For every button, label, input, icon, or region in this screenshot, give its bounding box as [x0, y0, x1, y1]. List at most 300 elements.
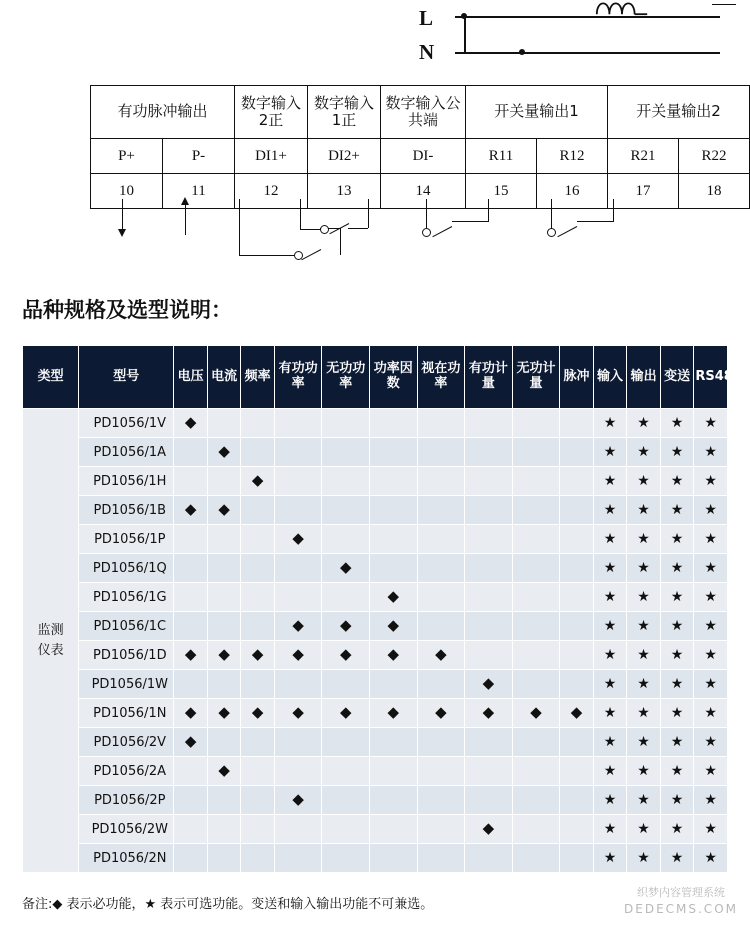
terminal-code-row	[91, 139, 750, 174]
spec-feature-cell: ◆	[465, 699, 513, 728]
spec-feature-cell	[322, 786, 370, 815]
spec-feature-cell	[512, 786, 560, 815]
spec-feature-cell	[322, 583, 370, 612]
spec-feature-cell	[241, 670, 275, 699]
spec-feature-cell	[370, 409, 418, 438]
spec-feature-cell: ★	[593, 641, 627, 670]
spec-feature-cell	[465, 641, 513, 670]
wire-neutral	[455, 52, 720, 54]
table-row	[23, 757, 728, 786]
di-common-lead-2	[368, 199, 369, 228]
terminal-code-2: DI1+	[235, 139, 308, 174]
spec-model-cell: PD1056/1W	[79, 670, 174, 699]
spec-feature-cell: ◆	[274, 612, 322, 641]
spec-feature-cell: ◆	[174, 728, 208, 757]
spec-feature-cell	[274, 670, 322, 699]
spec-feature-cell	[241, 438, 275, 467]
wire-tail	[712, 4, 736, 5]
spec-feature-cell	[512, 467, 560, 496]
terminal-number-14: 14	[381, 174, 466, 209]
spec-feature-cell: ★	[694, 641, 728, 670]
spec-feature-cell: ★	[627, 728, 661, 757]
spec-feature-cell	[465, 728, 513, 757]
spec-feature-cell: ◆	[465, 815, 513, 844]
spec-feature-cell: ◆	[417, 641, 465, 670]
spec-feature-cell: ◆	[274, 641, 322, 670]
r22-lead	[613, 199, 614, 221]
spec-feature-cell	[560, 844, 594, 873]
terminal-number-11: 11	[163, 174, 235, 209]
table-row	[23, 496, 728, 525]
terminal-code-6: R12	[537, 139, 608, 174]
spec-feature-cell	[241, 496, 275, 525]
spec-feature-cell	[465, 467, 513, 496]
spec-feature-cell: ★	[593, 699, 627, 728]
spec-feature-cell: ★	[593, 815, 627, 844]
spec-feature-cell: ★	[660, 525, 694, 554]
spec-feature-cell	[274, 467, 322, 496]
spec-type-cell: 监测 仪表	[23, 409, 79, 873]
spec-header-7: 功率因数	[370, 346, 418, 409]
spec-feature-cell	[207, 844, 241, 873]
spec-feature-cell	[512, 757, 560, 786]
spec-feature-cell	[322, 438, 370, 467]
spec-header-0: 类型	[23, 346, 79, 409]
spec-header-8: 视在功率	[417, 346, 465, 409]
spec-feature-cell: ★	[694, 438, 728, 467]
spec-feature-cell	[174, 583, 208, 612]
spec-feature-cell	[274, 438, 322, 467]
spec-feature-cell	[370, 786, 418, 815]
spec-feature-cell	[417, 612, 465, 641]
di2-lead-left	[239, 199, 240, 255]
spec-feature-cell	[322, 757, 370, 786]
spec-feature-cell	[560, 496, 594, 525]
spec-feature-cell: ◆	[322, 699, 370, 728]
terminal-group-header-row	[91, 86, 750, 139]
spec-feature-cell	[241, 786, 275, 815]
spec-feature-cell	[241, 409, 275, 438]
spec-model-cell: PD1056/1P	[79, 525, 174, 554]
spec-feature-cell: ★	[694, 844, 728, 873]
spec-feature-cell	[207, 583, 241, 612]
table-row	[23, 438, 728, 467]
spec-feature-cell: ★	[660, 815, 694, 844]
footer-note: 备注:◆ 表示必功能，★ 表示可选功能。变送和输入输出功能不可兼选。	[22, 897, 434, 912]
table-row	[23, 670, 728, 699]
spec-feature-cell	[512, 844, 560, 873]
spec-feature-cell	[241, 815, 275, 844]
spec-feature-cell	[241, 844, 275, 873]
spec-feature-cell: ★	[660, 438, 694, 467]
spec-feature-cell: ★	[694, 786, 728, 815]
spec-feature-cell	[465, 612, 513, 641]
spec-model-cell: PD1056/2P	[79, 786, 174, 815]
watermark	[624, 886, 738, 917]
table-row	[23, 467, 728, 496]
spec-header-13: 输出	[627, 346, 661, 409]
spec-feature-cell: ★	[593, 728, 627, 757]
pulse-arrow-up-head	[181, 197, 189, 205]
table-row	[23, 554, 728, 583]
spec-feature-cell	[512, 554, 560, 583]
spec-header-11: 脉冲	[560, 346, 594, 409]
spec-table-body	[23, 409, 728, 873]
spec-feature-cell	[207, 525, 241, 554]
spec-feature-cell: ★	[660, 554, 694, 583]
spec-feature-cell	[274, 554, 322, 583]
spec-feature-cell: ★	[627, 699, 661, 728]
spec-feature-cell	[512, 438, 560, 467]
spec-header-12: 输入	[593, 346, 627, 409]
spec-feature-cell	[207, 815, 241, 844]
spec-feature-cell: ◆	[370, 699, 418, 728]
spec-feature-cell	[174, 844, 208, 873]
spec-feature-cell	[417, 786, 465, 815]
spec-feature-cell	[370, 554, 418, 583]
terminal-number-16: 16	[537, 174, 608, 209]
pulse-arrow-down-head	[118, 229, 126, 237]
di-common-lead-1	[340, 228, 341, 255]
spec-feature-cell: ★	[660, 467, 694, 496]
spec-feature-cell	[241, 583, 275, 612]
spec-feature-cell: ★	[694, 467, 728, 496]
spec-feature-cell	[274, 757, 322, 786]
terminal-code-4: DI-	[381, 139, 466, 174]
spec-feature-cell: ◆	[370, 583, 418, 612]
spec-feature-cell: ★	[593, 844, 627, 873]
table-row	[23, 583, 728, 612]
spec-feature-cell: ★	[627, 612, 661, 641]
spec-feature-cell	[370, 757, 418, 786]
spec-feature-cell	[370, 525, 418, 554]
spec-feature-cell: ★	[694, 612, 728, 641]
spec-feature-cell	[560, 757, 594, 786]
spec-feature-cell: ★	[694, 757, 728, 786]
spec-model-cell: PD1056/1C	[79, 612, 174, 641]
r2-switch-dot	[547, 228, 556, 237]
terminal-number-13: 13	[308, 174, 381, 209]
spec-feature-cell: ★	[627, 757, 661, 786]
terminal-label-l: L	[419, 6, 434, 30]
r21-lead	[551, 199, 552, 231]
spec-table-wrapper	[22, 345, 742, 873]
spec-feature-cell	[560, 815, 594, 844]
spec-feature-cell: ★	[593, 612, 627, 641]
wire-live	[455, 16, 720, 18]
spec-feature-cell	[560, 728, 594, 757]
r1-switch-blade	[432, 226, 452, 237]
spec-model-cell: PD1056/1Q	[79, 554, 174, 583]
table-row	[23, 409, 728, 438]
spec-header-row	[23, 346, 728, 409]
spec-feature-cell	[207, 670, 241, 699]
table-row	[23, 641, 728, 670]
spec-feature-cell: ★	[627, 496, 661, 525]
di-common-top-2	[348, 228, 368, 229]
table-row	[23, 612, 728, 641]
spec-feature-cell: ◆	[174, 699, 208, 728]
spec-header-15: RS485	[694, 346, 728, 409]
spec-feature-cell: ◆	[174, 496, 208, 525]
di2-switch-blade	[301, 249, 321, 260]
spec-feature-cell	[465, 438, 513, 467]
spec-feature-cell: ◆	[274, 525, 322, 554]
spec-feature-cell	[241, 525, 275, 554]
spec-feature-cell: ◆	[241, 699, 275, 728]
spec-feature-cell: ◆	[322, 612, 370, 641]
spec-model-cell: PD1056/2A	[79, 757, 174, 786]
spec-feature-cell: ◆	[322, 554, 370, 583]
spec-feature-cell	[512, 409, 560, 438]
spec-feature-cell: ◆	[207, 438, 241, 467]
spec-feature-cell	[560, 786, 594, 815]
spec-feature-cell	[512, 612, 560, 641]
spec-feature-cell: ★	[593, 670, 627, 699]
terminal-number-17: 17	[608, 174, 679, 209]
spec-feature-cell: ★	[627, 641, 661, 670]
wire-drop-1	[464, 16, 466, 52]
spec-feature-cell	[465, 525, 513, 554]
spec-feature-cell: ◆	[174, 409, 208, 438]
spec-feature-cell: ★	[593, 496, 627, 525]
terminal-group-pulse: 有功脉冲输出	[91, 86, 235, 139]
spec-feature-cell	[417, 728, 465, 757]
spec-feature-cell	[417, 525, 465, 554]
spec-feature-cell: ★	[627, 583, 661, 612]
terminal-table	[90, 85, 750, 209]
table-row	[23, 786, 728, 815]
spec-feature-cell: ◆	[512, 699, 560, 728]
r1-top-link	[452, 221, 489, 222]
terminal-code-1: P-	[163, 139, 235, 174]
spec-feature-cell	[560, 438, 594, 467]
spec-feature-cell: ★	[627, 467, 661, 496]
spec-model-cell: PD1056/1B	[79, 496, 174, 525]
terminal-label-n: N	[419, 40, 435, 64]
spec-feature-cell: ◆	[370, 612, 418, 641]
terminal-group-di2: 数字输入2正	[235, 86, 308, 139]
spec-feature-cell	[207, 786, 241, 815]
spec-feature-cell	[512, 670, 560, 699]
spec-feature-cell: ◆	[207, 757, 241, 786]
spec-model-cell: PD1056/2W	[79, 815, 174, 844]
pulse-arrow-down-line	[122, 199, 123, 229]
spec-feature-cell	[274, 496, 322, 525]
spec-model-cell: PD1056/2V	[79, 728, 174, 757]
spec-model-cell: PD1056/1N	[79, 699, 174, 728]
spec-feature-cell	[417, 844, 465, 873]
spec-feature-cell: ◆	[465, 670, 513, 699]
spec-feature-cell	[174, 815, 208, 844]
spec-feature-cell: ★	[660, 409, 694, 438]
spec-feature-cell	[417, 438, 465, 467]
spec-feature-cell	[370, 438, 418, 467]
spec-feature-cell	[241, 554, 275, 583]
spec-header-4: 频率	[241, 346, 275, 409]
spec-feature-cell	[512, 815, 560, 844]
spec-feature-cell	[560, 670, 594, 699]
spec-header-1: 型号	[79, 346, 174, 409]
spec-model-cell: PD1056/1V	[79, 409, 174, 438]
watermark-line-2: DEDECMS.COM	[624, 901, 738, 916]
terminal-group-dicom: 数字输入公共端	[381, 86, 466, 139]
spec-feature-cell	[370, 844, 418, 873]
spec-feature-cell	[465, 757, 513, 786]
table-row	[23, 525, 728, 554]
spec-feature-cell	[560, 612, 594, 641]
spec-feature-cell	[274, 583, 322, 612]
spec-feature-cell: ★	[627, 525, 661, 554]
spec-feature-cell: ★	[660, 699, 694, 728]
spec-feature-cell	[417, 467, 465, 496]
spec-header-6: 无功功率	[322, 346, 370, 409]
spec-feature-cell: ★	[593, 757, 627, 786]
spec-feature-cell: ★	[660, 786, 694, 815]
spec-feature-cell: ◆	[207, 496, 241, 525]
spec-feature-cell	[560, 409, 594, 438]
r1-switch-dot	[422, 228, 431, 237]
spec-feature-cell: ★	[627, 409, 661, 438]
spec-feature-cell	[560, 525, 594, 554]
spec-feature-cell	[512, 496, 560, 525]
spec-feature-cell: ★	[593, 583, 627, 612]
spec-feature-cell	[560, 583, 594, 612]
spec-feature-cell	[274, 815, 322, 844]
spec-model-cell: PD1056/1H	[79, 467, 174, 496]
spec-feature-cell	[560, 467, 594, 496]
spec-feature-cell: ★	[694, 525, 728, 554]
terminal-number-10: 10	[91, 174, 163, 209]
spec-feature-cell	[322, 728, 370, 757]
spec-feature-cell	[241, 612, 275, 641]
spec-feature-cell: ★	[694, 699, 728, 728]
spec-feature-cell: ★	[694, 496, 728, 525]
spec-feature-cell: ★	[593, 438, 627, 467]
spec-header-3: 电流	[207, 346, 241, 409]
spec-model-cell: PD1056/1A	[79, 438, 174, 467]
spec-feature-cell	[174, 786, 208, 815]
spec-feature-cell	[417, 409, 465, 438]
spec-feature-cell: ★	[660, 612, 694, 641]
spec-header-10: 无功计量	[512, 346, 560, 409]
spec-model-cell: PD1056/1G	[79, 583, 174, 612]
spec-feature-cell	[322, 496, 370, 525]
spec-feature-cell: ★	[593, 409, 627, 438]
spec-feature-cell	[322, 525, 370, 554]
terminal-number-18: 18	[679, 174, 750, 209]
terminal-code-7: R21	[608, 139, 679, 174]
spec-header-5: 有功功率	[274, 346, 322, 409]
spec-feature-cell: ◆	[274, 786, 322, 815]
table-row	[23, 844, 728, 873]
spec-feature-cell: ★	[660, 728, 694, 757]
r2-switch-blade	[557, 226, 577, 237]
spec-feature-cell: ★	[627, 844, 661, 873]
spec-feature-cell	[370, 496, 418, 525]
spec-feature-cell: ◆	[322, 641, 370, 670]
spec-feature-cell	[241, 757, 275, 786]
spec-feature-cell	[512, 728, 560, 757]
spec-feature-cell: ◆	[370, 641, 418, 670]
spec-feature-cell: ★	[694, 815, 728, 844]
watermark-line-1: 织梦内容管理系统	[637, 886, 725, 899]
terminal-number-15: 15	[466, 174, 537, 209]
spec-feature-cell	[274, 844, 322, 873]
spec-table	[22, 345, 742, 873]
terminal-number-12: 12	[235, 174, 308, 209]
spec-feature-cell: ★	[593, 467, 627, 496]
terminal-group-do1: 开关量输出1	[466, 86, 608, 139]
spec-feature-cell	[417, 757, 465, 786]
spec-feature-cell	[207, 728, 241, 757]
terminal-code-3: DI2+	[308, 139, 381, 174]
spec-feature-cell: ◆	[417, 699, 465, 728]
spec-feature-cell: ★	[627, 438, 661, 467]
spec-feature-cell: ★	[627, 554, 661, 583]
spec-feature-cell	[465, 409, 513, 438]
spec-feature-cell	[174, 757, 208, 786]
spec-feature-cell	[417, 496, 465, 525]
spec-feature-cell	[207, 409, 241, 438]
spec-model-cell: PD1056/2N	[79, 844, 174, 873]
spec-feature-cell	[174, 612, 208, 641]
spec-feature-cell: ★	[694, 728, 728, 757]
spec-feature-cell	[417, 583, 465, 612]
spec-feature-cell	[560, 554, 594, 583]
spec-feature-cell	[465, 786, 513, 815]
terminal-code-5: R11	[466, 139, 537, 174]
pulse-arrow-up-line	[185, 205, 186, 235]
spec-feature-cell	[560, 641, 594, 670]
spec-feature-cell	[417, 670, 465, 699]
spec-feature-cell	[174, 554, 208, 583]
spec-feature-cell: ★	[660, 583, 694, 612]
spec-feature-cell	[465, 554, 513, 583]
spec-feature-cell	[322, 409, 370, 438]
spec-model-cell: PD1056/1D	[79, 641, 174, 670]
spec-feature-cell	[512, 583, 560, 612]
spec-feature-cell	[465, 583, 513, 612]
spec-feature-cell	[207, 612, 241, 641]
spec-feature-cell	[512, 525, 560, 554]
spec-feature-cell	[370, 815, 418, 844]
wiring-diagram	[0, 0, 750, 270]
table-row	[23, 815, 728, 844]
ct-coil-icon	[592, 0, 652, 16]
spec-feature-cell: ★	[694, 670, 728, 699]
spec-feature-cell: ★	[593, 525, 627, 554]
junction-dot-1	[461, 13, 467, 19]
r11-lead	[426, 199, 427, 231]
junction-dot-2	[519, 49, 525, 55]
terminal-group-di1: 数字输入1正	[308, 86, 381, 139]
r2-top-link	[577, 221, 614, 222]
spec-feature-cell	[322, 815, 370, 844]
spec-feature-cell	[370, 670, 418, 699]
spec-feature-cell: ★	[593, 554, 627, 583]
spec-feature-cell	[512, 641, 560, 670]
spec-feature-cell	[274, 409, 322, 438]
table-row	[23, 728, 728, 757]
spec-header-9: 有功计量	[465, 346, 513, 409]
spec-feature-cell	[322, 844, 370, 873]
spec-feature-cell	[322, 670, 370, 699]
spec-feature-cell	[174, 670, 208, 699]
spec-feature-cell: ◆	[560, 699, 594, 728]
di1-lead-left	[300, 199, 301, 229]
spec-feature-cell: ★	[660, 496, 694, 525]
